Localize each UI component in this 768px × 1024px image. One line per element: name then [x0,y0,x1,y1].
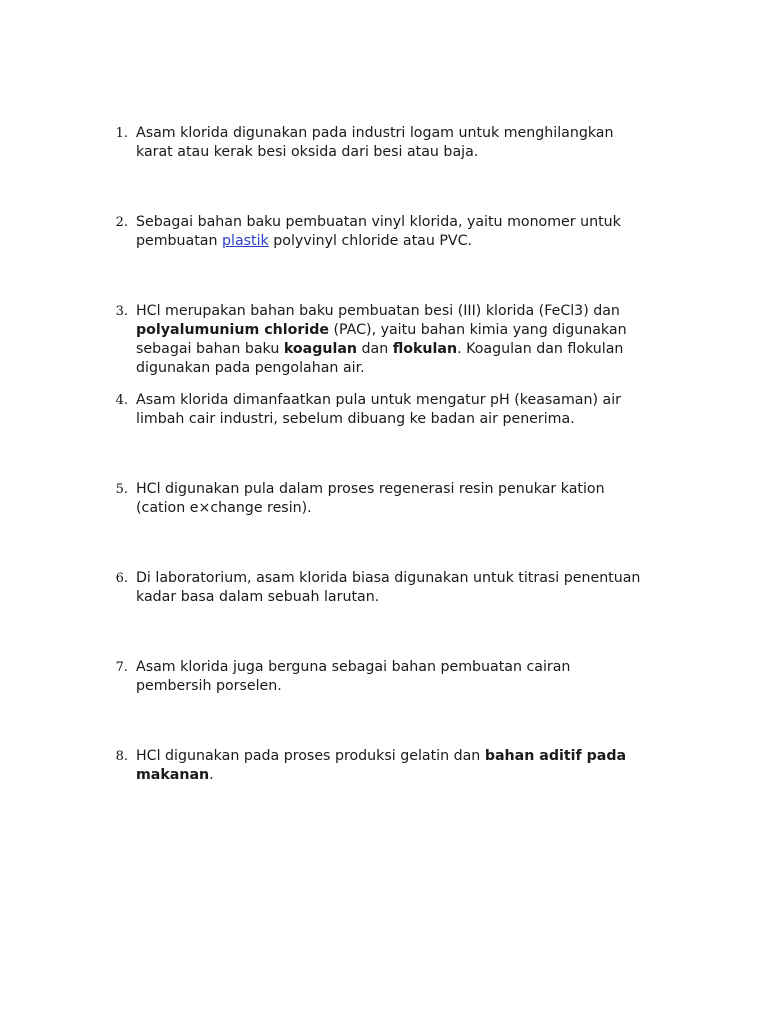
text-line: Di laboratorium, asam klorida biasa digunakan untuk titrasi penentuan [136,570,641,586]
list-item-4 [0,391,768,480]
list-item-text [136,213,684,251]
text-fragment: . Koagulan dan flokulan [457,341,624,357]
text-fragment: (PAC), yaitu bahan kimia yang digunakan [328,322,627,338]
list-item-text [136,302,684,378]
list-item-7 [0,658,768,747]
list-number: 7. [115,660,128,675]
numbered-list [0,124,768,836]
bold-term: bahan aditif pada [484,748,627,764]
list-item-text [136,480,684,518]
list-item-text [136,569,684,607]
text-line: pembersih porselen. [136,678,282,694]
plastik-link[interactable]: plastik [222,233,269,249]
text-line: Asam klorida digunakan pada industri logam untuk menghilangkan [136,125,614,141]
text-line: karat atau kerak besi oksida dari besi atau baja. [136,144,479,160]
bold-term: flokulan [392,341,458,357]
text-fragment: pembuatan [136,233,223,249]
text-line: (cation e×change resin). [136,500,312,516]
text-line: Asam klorida juga berguna sebagai bahan pembuatan cairan [136,659,571,675]
list-item-8 [0,747,768,836]
list-item-text [136,747,684,785]
bold-term: polyalumunium chloride [136,322,329,338]
text-fragment: sebagai bahan baku [136,341,284,357]
list-number: 2. [115,215,128,230]
bold-term: koagulan [283,341,358,357]
bold-term: makanan [136,767,210,783]
list-item-2 [0,213,768,302]
list-item-text [136,124,684,162]
text-line: HCl digunakan pula dalam proses regenerasi resin penukar kation [136,481,605,497]
text-line: limbah cair industri, sebelum dibuang ke badan air penerima. [136,411,575,427]
list-number: 1. [115,126,128,141]
list-number: 6. [115,571,128,586]
text-line: digunakan pada pengolahan air. [136,360,365,376]
list-number: 8. [115,749,128,764]
text-fragment: HCl digunakan pada proses produksi gelatin dan [136,748,485,764]
list-item-3 [0,302,768,391]
list-number: 5. [115,482,128,497]
text-line: HCl merupakan bahan baku pembuatan besi (III) klorida (FeCl3) dan [136,303,620,319]
list-item-6 [0,569,768,658]
text-line: Sebagai bahan baku pembuatan vinyl klorida, yaitu monomer untuk [136,214,621,230]
text-fragment: polyvinyl chloride atau PVC. [268,233,473,249]
text-line: kadar basa dalam sebuah larutan. [136,589,380,605]
list-number: 4. [115,393,128,408]
text-fragment: dan [357,341,393,357]
list-item-5 [0,480,768,569]
text-line: Asam klorida dimanfaatkan pula untuk mengatur pH (keasaman) air [136,392,622,408]
list-item-text [136,391,684,429]
list-number: 3. [115,304,128,319]
list-item-1 [0,124,768,213]
list-item-text [136,658,684,696]
text-fragment: . [209,767,214,783]
